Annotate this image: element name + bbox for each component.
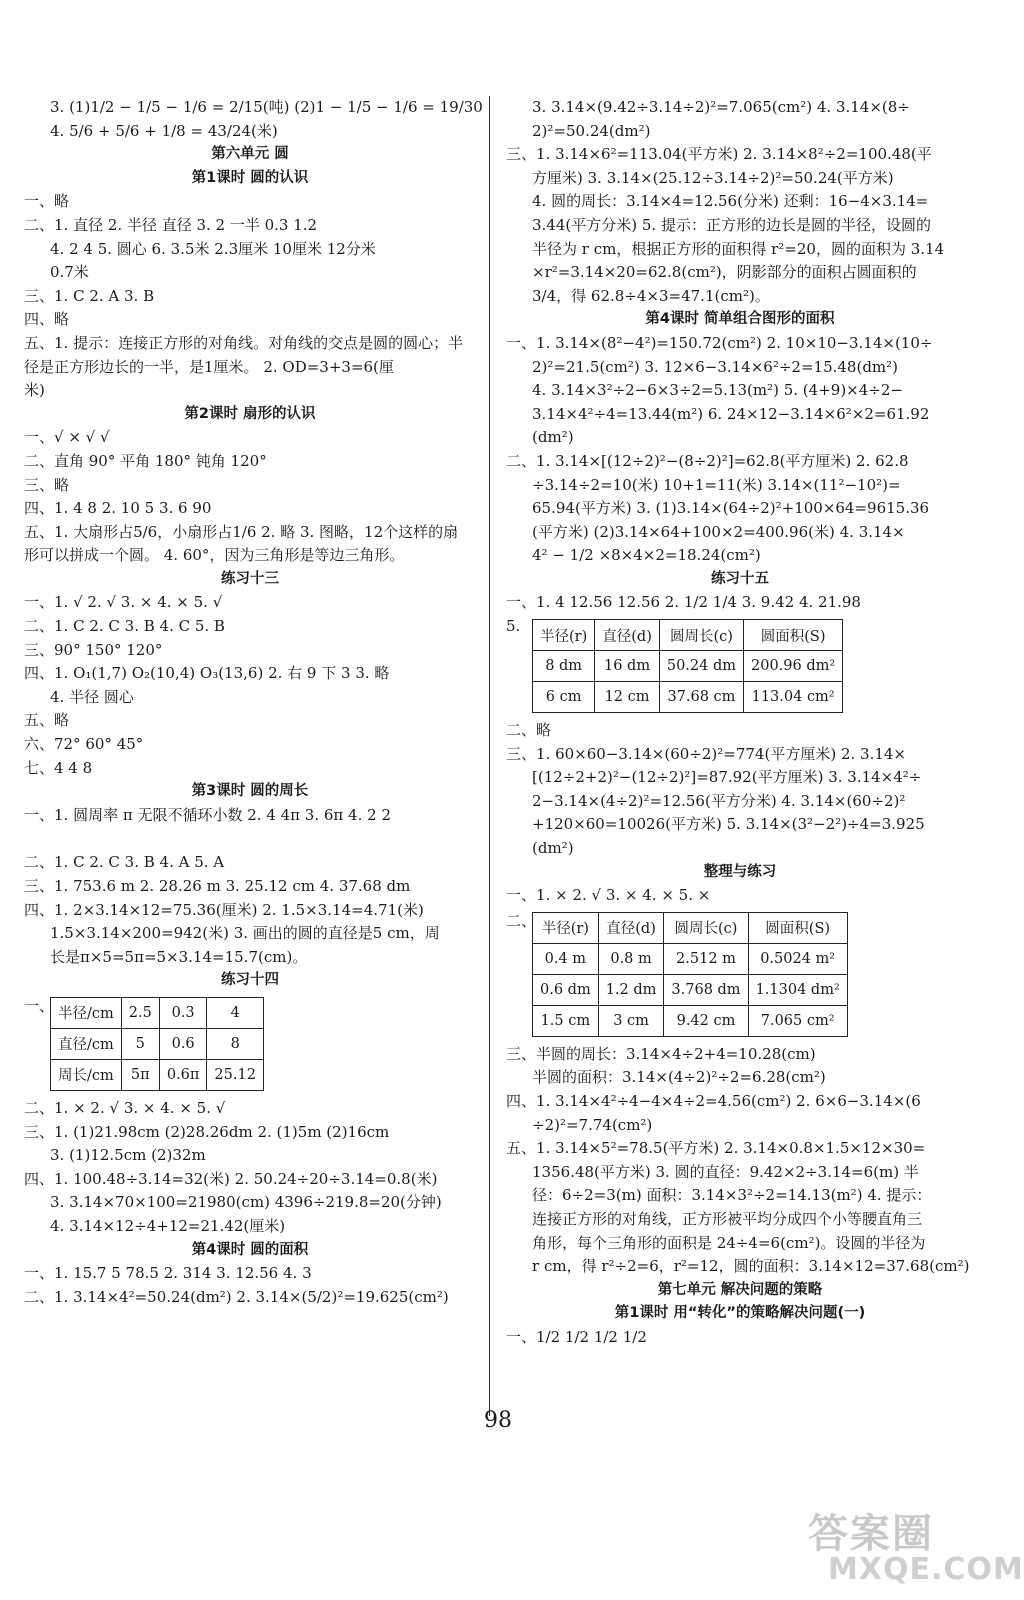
answer-line: 一、略 — [24, 192, 70, 211]
table-cell: 200.96 dm² — [744, 651, 843, 682]
right-lines-1 — [506, 96, 974, 615]
table-cell: 4 — [207, 997, 264, 1028]
table-cell: 5π — [121, 1059, 159, 1090]
answer-line: 二、直角 90° 平角 180° 钝角 120° — [24, 451, 267, 470]
section-heading: 练习十三 — [221, 570, 279, 587]
table-row — [533, 943, 848, 974]
answer-line: 径是正方形边长的一半，是1厘米。 2. OD=3+3=6(厘 — [24, 357, 394, 376]
answer-line: 四、1. 4 8 2. 10 5 3. 6 90 — [24, 499, 212, 518]
table-cell: 0.8 m — [598, 943, 664, 974]
answer-line: 3.44(平方分米) 5. 提示：正方形的边长是圆的半径，设圆的 — [532, 215, 931, 234]
section-heading: 第七单元 解决问题的策略 — [657, 1281, 823, 1298]
table-cell: 1.5 cm — [533, 1005, 599, 1036]
answer-line: 方厘米) 3. 3.14×(25.12÷3.14÷2)²=50.24(平方米) — [532, 168, 894, 187]
answer-line: 一、1. √ 2. √ 3. × 4. × 5. √ — [24, 593, 223, 612]
table-label: 一、 — [24, 996, 55, 1015]
table-cell: 2.512 m — [664, 943, 748, 974]
answer-line: 三、1. C 2. A 3. B — [24, 286, 155, 305]
table-row — [51, 1028, 264, 1059]
table-cell: 直径/cm — [51, 1028, 122, 1059]
answer-line: 三、略 — [24, 475, 70, 494]
answer-line: 五、1. 3.14×5²=78.5(平方米) 2. 3.14×0.8×1.5×12×30= — [506, 1139, 926, 1158]
section-heading: 第4课时 圆的面积 — [191, 1241, 309, 1258]
answer-line: 一、1. × 2. √ 3. × 4. × 5. × — [506, 886, 711, 905]
answer-line: [(12÷2+2)²−(12÷2)²]=87.92(平方厘米) 3. 3.14×4²÷ — [532, 768, 922, 787]
answer-line: 四、略 — [24, 310, 70, 329]
table-label: 二、 — [506, 911, 537, 930]
section-heading: 第4课时 简单组合图形的面积 — [645, 311, 835, 328]
section-heading: 第1课时 用“转化”的策略解决问题(一) — [614, 1305, 866, 1322]
answer-line: 2)²=50.24(dm²) — [532, 121, 651, 140]
answer-line: 4. 2 4 5. 圆心 6. 3.5米 2.3厘米 10厘米 12分米 — [50, 239, 376, 258]
answer-line: 二、1. C 2. C 3. B 4. A 5. A — [24, 853, 225, 872]
table-cell: 37.68 cm — [659, 682, 743, 713]
column-divider — [489, 96, 490, 1416]
right-lines-2 — [506, 719, 974, 908]
answer-line: ÷2)²=7.74(cm²) — [532, 1115, 653, 1134]
answer-line: 三、1. (1)21.98cm (2)28.26dm 2. (1)5m (2)16cm — [24, 1122, 390, 1141]
answer-line: 一、1. 15.7 5 78.5 2. 314 3. 12.56 4. 3 — [24, 1264, 312, 1283]
left-lines-1 — [24, 96, 483, 993]
circumference-table — [50, 997, 264, 1091]
answer-line: 一、1. 3.14×(8²−4²)=150.72(cm²) 2. 10×10−3.14×(10÷ — [506, 333, 933, 352]
answer-line: 3. 3.14×70×100=21980(cm) 4396÷219.8=20(分钟) — [50, 1193, 442, 1212]
table-cell: 7.065 cm² — [748, 1005, 847, 1036]
answer-line: 半圆的面积：3.14×(4÷2)²÷2=6.28(cm²) — [532, 1068, 826, 1087]
answer-line: 三、1. 3.14×6²=113.04(平方米) 2. 3.14×8²÷2=100.48(平 — [506, 145, 932, 164]
table-cell: 半径(r) — [533, 620, 595, 651]
table-cell: 0.3 — [159, 997, 207, 1028]
answer-line — [24, 827, 476, 851]
answer-line: 1356.48(平方米) 3. 圆的直径：9.42×2÷3.14=6(m) 半 — [532, 1162, 919, 1181]
table-cell: 50.24 dm — [659, 651, 743, 682]
answer-line: 2−3.14×(4÷2)²=12.56(平方分米) 4. 3.14×(60÷2)² — [532, 791, 906, 810]
table-cell: 圆面积(S) — [748, 912, 847, 943]
answer-line: 二、1. 3.14×[(12÷2)²−(8÷2)²]=62.8(平方厘米) 2. 62.8 — [506, 451, 909, 470]
table-cell: 0.6 — [159, 1028, 207, 1059]
left-column — [24, 96, 483, 1309]
table-cell: 16 dm — [595, 651, 660, 682]
answer-line: ÷3.14÷2=10(米) 10+1=11(米) 3.14×(11²−10²)= — [532, 475, 901, 494]
answer-line: 五、1. 提示：连接正方形的对角线。对角线的交点是圆的圆心；半 — [24, 333, 464, 352]
table-cell: 25.12 — [207, 1059, 264, 1090]
answer-line: 四、1. 100.48÷3.14=32(米) 2. 50.24÷20÷3.14=0.8(米) — [24, 1169, 438, 1188]
table-row — [533, 974, 848, 1005]
answer-line: 二、1. 3.14×4²=50.24(dm²) 2. 3.14×(5/2)²=19.625(cm²) — [24, 1287, 449, 1306]
table-row — [533, 651, 843, 682]
right-lines-3 — [506, 1043, 974, 1350]
page-number: 98 — [484, 1408, 512, 1433]
answer-line: 3. 3.14×(9.42÷3.14÷2)²=7.065(cm²) 4. 3.14×(8÷ — [532, 98, 910, 116]
answer-line: 三、90° 150° 120° — [24, 640, 163, 659]
table-row — [533, 912, 848, 943]
section-heading: 练习十五 — [711, 570, 769, 587]
section-heading: 第2课时 扇形的认识 — [184, 405, 316, 422]
table-block-circumference — [24, 993, 476, 1097]
table-cell: 3 cm — [598, 1005, 664, 1036]
answer-line: 七、4 4 8 — [24, 758, 93, 777]
table-cell: 6 cm — [533, 682, 595, 713]
answer-line: 4² − 1/2 ×8×4×2=18.24(cm²) — [532, 546, 761, 565]
table-cell: 圆面积(S) — [744, 620, 843, 651]
watermark-url: MXQE.COM — [828, 1552, 1024, 1587]
answer-line: 形可以拼成一个圆。 4. 60°，因为三角形是等边三角形。 — [24, 546, 405, 565]
section-heading: 第1课时 圆的认识 — [191, 169, 309, 186]
table-row — [533, 1005, 848, 1036]
answer-line: 二、1. × 2. √ 3. × 4. × 5. √ — [24, 1098, 226, 1117]
answer-line: 2)²=21.5(cm²) 3. 12×6−3.14×6²÷2=15.48(dm²) — [532, 357, 899, 376]
circle-table-1 — [532, 619, 843, 713]
answer-line: 四、1. O₁(1,7) O₂(10,4) O₃(13,6) 2. 右 9 下 3 3. 略 — [24, 664, 390, 683]
table-row — [533, 682, 843, 713]
table-cell: 3.768 dm — [664, 974, 748, 1005]
section-heading: 第六单元 圆 — [211, 146, 289, 163]
table-cell: 2.5 — [121, 997, 159, 1028]
left-lines-2 — [24, 1097, 476, 1309]
answer-line: 五、1. 大扇形占5/6，小扇形占1/6 2. 略 3. 图略，12个这样的扇 — [24, 522, 459, 541]
answer-line: 3/4，得 62.8÷4×3=47.1(cm²)。 — [532, 286, 770, 305]
table-cell: 0.5024 m² — [748, 943, 847, 974]
answer-line: r cm，得 r²÷2=6，r²=12，圆的面积：3.14×12=37.68(cm²) — [532, 1257, 970, 1276]
answer-line: 长是π×5=5π=5×3.14=15.7(cm)。 — [50, 947, 308, 966]
table-cell: 0.6π — [159, 1059, 207, 1090]
answer-line: 一、1. 4 12.56 12.56 2. 1/2 1/4 3. 9.42 4. 21.98 — [506, 593, 861, 612]
answer-line: 一、1. 圆周率 π 无限不循环小数 2. 4 4π 3. 6π 4. 2 2 — [24, 805, 391, 824]
answer-line: +120×60=10026(平方米) 5. 3.14×(3²−2²)÷4=3.925 — [532, 815, 925, 834]
circle-table-2 — [532, 912, 848, 1037]
answer-line: 0.7米 — [50, 263, 89, 282]
answer-line: 三、1. 60×60−3.14×(60÷2)²=774(平方厘米) 2. 3.14× — [506, 744, 906, 763]
table-block-circle-2 — [506, 908, 974, 1043]
watermark-logo — [800, 1500, 1024, 1592]
answer-line: 1.5×3.14×200=942(米) 3. 画出的圆的直径是5 cm，周 — [50, 924, 440, 943]
table-cell: 半径/cm — [51, 997, 122, 1028]
answer-line: 径：6÷2=3(m) 面积：3.14×3²÷2=14.13(m²) 4. 提示： — [532, 1186, 932, 1205]
table-cell: 5 — [121, 1028, 159, 1059]
right-column — [506, 96, 974, 1350]
table-cell: 半径(r) — [533, 912, 599, 943]
table-row — [533, 620, 843, 651]
table-cell: 12 cm — [595, 682, 660, 713]
section-heading: 整理与练习 — [703, 863, 777, 880]
table-cell: 113.04 cm² — [744, 682, 843, 713]
table-cell: 1.1304 dm² — [748, 974, 847, 1005]
answer-line: 一、1/2 1/2 1/2 1/2 — [506, 1327, 647, 1346]
answer-line: 角形，每个三角形的面积是 24÷4=6(cm²)。设圆的半径为 — [532, 1233, 926, 1252]
answer-line: 4. 5/6 + 5/6 + 1/8 = 43/24(米) — [50, 121, 278, 140]
answer-line: 三、1. 753.6 m 2. 28.26 m 3. 25.12 cm 4. 37.68 dm — [24, 877, 411, 895]
table-cell: 0.6 dm — [533, 974, 599, 1005]
answer-line: 四、1. 3.14×4²÷4−4×4÷2=4.56(cm²) 2. 6×6−3.14×(6 — [506, 1092, 921, 1110]
answer-line: 4. 半径 圆心 — [50, 687, 134, 706]
answer-line: 二、1. C 2. C 3. B 4. C 5. B — [24, 617, 225, 636]
table-label: 5. — [506, 617, 521, 636]
answer-line: 五、略 — [24, 711, 70, 730]
table-cell: 圆周长(c) — [664, 912, 748, 943]
answer-line: (dm²) — [532, 839, 574, 858]
answer-line: 一、√ × √ √ — [24, 428, 110, 447]
answer-line: 3. (1)1/2 − 1/5 − 1/6 = 2/15(吨) (2)1 − 1/5 − 1/6 = 19/30 — [50, 98, 483, 116]
answer-line: 连接正方形的对角线，正方形被平均分成四个小等腰直角三 — [532, 1209, 923, 1228]
answer-line: 4. 3.14×3²÷2−6×3÷2=5.13(m²) 5. (4+9)×4÷2− — [532, 381, 903, 400]
answer-line: 3.14×4²÷4=13.44(m²) 6. 24×12−3.14×6²×2=61.92 — [532, 404, 930, 423]
table-cell: 周长/cm — [51, 1059, 122, 1090]
answer-line: (dm²) — [532, 428, 574, 447]
answer-line: 4. 3.14×12÷4+12=21.42(厘米) — [50, 1216, 286, 1235]
table-row — [51, 1059, 264, 1090]
section-heading: 练习十四 — [221, 972, 279, 989]
answer-line: 四、1. 2×3.14×12=75.36(厘米) 2. 1.5×3.14=4.71(米) — [24, 900, 424, 919]
answer-line: (平方米) (2)3.14×64+100×2=400.96(米) 4. 3.14× — [532, 522, 905, 541]
answer-line: 半径为 r cm，根据正方形的面积得 r²=20，圆的面积为 3.14 — [532, 239, 945, 258]
table-block-circle-1 — [506, 615, 974, 719]
table-cell: 直径(d) — [595, 620, 660, 651]
answer-line: 三、半圆的周长：3.14×4÷2+4=10.28(cm) — [506, 1044, 816, 1063]
answer-line: 3. (1)12.5cm (2)32m — [50, 1146, 206, 1165]
answer-line: 65.94(平方米) 3. (1)3.14×(64÷2)²+100×64=9615.36 — [532, 499, 930, 518]
table-cell: 8 — [207, 1028, 264, 1059]
watermark-text: 答案圈 — [808, 1511, 934, 1557]
table-row — [51, 997, 264, 1028]
answer-line: 二、略 — [506, 721, 552, 740]
answer-line: 六、72° 60° 45° — [24, 735, 144, 754]
answer-line: ×r²=3.14×20=62.8(cm²)，阴影部分的面积占圆面积的 — [532, 263, 917, 282]
table-cell: 9.42 cm — [664, 1005, 748, 1036]
table-cell: 圆周长(c) — [659, 620, 743, 651]
answer-line: 4. 圆的周长：3.14×4=12.56(分米) 还剩：16−4×3.14= — [532, 192, 929, 211]
table-cell: 8 dm — [533, 651, 595, 682]
table-cell: 1.2 dm — [598, 974, 664, 1005]
answer-line: 米) — [24, 381, 45, 400]
section-heading: 第3课时 圆的周长 — [191, 783, 309, 800]
table-cell: 直径(d) — [598, 912, 664, 943]
answer-line: 二、1. 直径 2. 半径 直径 3. 2 一半 0.3 1.2 — [24, 215, 318, 234]
table-cell: 0.4 m — [533, 943, 599, 974]
